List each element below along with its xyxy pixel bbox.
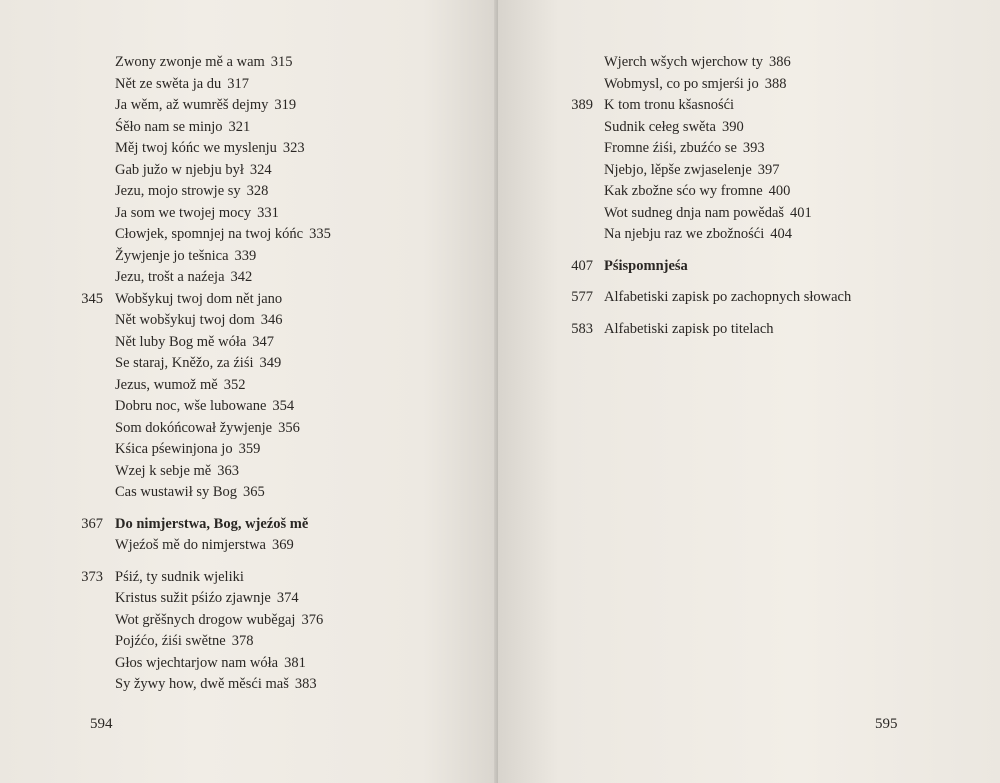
left-toc-list [0,52,480,696]
toc-entry-title-text: Wjerch wšych wjerchow ty [604,54,764,70]
toc-entry-title-text: Cas wustawił sy Bog [115,484,238,500]
toc-entry-page: 369 [272,537,294,553]
toc-entry [498,287,998,309]
toc-entry-title-text: Sy žywy how, dwě měsći maš [115,676,289,692]
toc-entry-title-text: Njebjo, lěpše zwjaselenje [604,161,752,178]
toc-entry [0,418,480,440]
right-page-number: 595 [875,716,898,732]
toc-entry-title-text: Fromne źiśi, zbuźćo se [604,140,737,156]
toc-entry [0,267,480,289]
toc-entry-title [115,117,250,139]
toc-gap [498,246,998,256]
toc-entry-title [604,203,812,225]
toc-entry-page: 397 [757,161,780,178]
toc-entry [0,310,480,332]
toc-entry-page: 323 [282,140,305,156]
toc-entry-number: 367 [81,515,103,532]
toc-entry [0,224,480,246]
toc-entry-title [115,310,283,332]
toc-entry-title-text: Som dokóńcował žywjenje [115,419,273,436]
toc-entry [498,160,998,182]
toc-entry-title [604,181,790,203]
toc-entry [0,246,480,268]
toc-entry-title-text: Gab južo w njebju był [115,161,244,178]
toc-entry-title [115,674,317,696]
toc-entry [498,117,998,139]
toc-entry-title-text: Kśica pśewinjona jo [115,441,233,457]
toc-entry-number: 407 [571,257,593,274]
toc-entry-title [115,482,265,504]
toc-entry-title [115,74,249,96]
toc-entry-page: 317 [227,75,250,92]
toc-entry-title-text: Cłowjek, spomnjej na twoj kóńc [115,226,304,242]
toc-entry-page: 401 [790,204,812,221]
toc-entry-page: 342 [230,269,253,285]
toc-entry-title-text: Wobmysl, co po smjerśi jo [604,75,759,92]
toc-section-entry [0,514,480,536]
toc-entry [0,203,480,225]
toc-entry [0,332,480,354]
toc-entry-title-text: Wot grěšnych drogow wuběgaj [115,611,296,628]
toc-entry-page: 359 [238,441,261,457]
toc-entry-title-text: Kristus sužit pśiźo zjawnje [115,590,271,606]
toc-entry-title [115,610,323,632]
toc-entry-title-text: Wot sudneg dnja nam powědaš [604,204,785,221]
toc-entry-title [115,181,268,203]
toc-entry-title [115,461,239,483]
toc-entry [498,95,998,117]
toc-entry-title-text: Alfabetiski zapisk po zachopnych słowach [604,289,852,305]
toc-entry-title-text: Sudnik cełeg swěta [604,118,716,135]
toc-entry [0,74,480,96]
toc-entry-page: 349 [259,355,282,371]
toc-entry-title [604,160,780,182]
toc-entry-title-text: Jezu, trošt a naźeja [115,269,225,285]
toc-entry-page: 381 [284,654,306,671]
toc-entry [0,375,480,397]
toc-entry [498,52,998,74]
toc-entry-title-text: Ja som we twojej mocy [115,204,252,221]
toc-entry-title [115,631,254,653]
toc-entry-page: 346 [260,312,283,328]
toc-entry-title-text: Kak zbožne sćo wy fromne [604,183,763,199]
toc-entry [0,535,480,557]
toc-entry [0,95,480,117]
toc-entry-page: 331 [257,204,279,221]
toc-entry-title-text: Dobru noc, wše lubowane [115,398,267,414]
toc-entry-title-text: Głos wjechtarjow nam wóła [115,654,279,671]
toc-entry-title-text: Do nimjerstwa, Bog, wjeźoš mě [115,515,309,532]
toc-entry-title [115,332,274,354]
toc-entry-title [115,95,296,117]
toc-entry-title [115,653,306,675]
toc-entry-title [115,203,279,225]
toc-entry-title [115,267,252,289]
toc-entry-title [115,439,260,461]
toc-entry-title [604,224,792,246]
toc-entry-title-text: Śěło nam se minjo [115,118,223,135]
toc-entry [498,319,998,341]
toc-entry-title-text: Se staraj, Kněžo, za źiśi [115,355,254,371]
toc-entry-page: 388 [764,75,787,92]
toc-entry-title-text: Pśispomnjeśa [604,257,688,274]
toc-entry-title-text: Nět wobšykuj twoj dom [115,312,255,328]
toc-entry-title-text: Měj twoj kóńc we myslenju [115,140,277,156]
toc-entry-title-text: Na njebju raz we zbožnośći [604,226,765,242]
toc-entry-title [604,74,786,96]
toc-entry-title-text: Jezus, wumož mě [115,376,218,393]
toc-entry [0,674,480,696]
toc-entry-page: 386 [769,54,791,70]
toc-entry-title-text: Jezu, mojo strowje sy [115,183,241,199]
toc-entry [0,160,480,182]
toc-entry-title-text: Wobšykuj twoj dom nět jano [115,290,283,307]
toc-entry-title-text: Alfabetiski zapisk po titelach [604,320,774,337]
toc-entry [0,52,480,74]
toc-entry-title [115,514,314,536]
left-page-number: 594 [90,716,113,732]
toc-entry [0,138,480,160]
toc-entry-title [604,138,765,160]
toc-entry [0,567,480,589]
toc-entry [0,181,480,203]
toc-entry-page: 321 [228,118,251,135]
toc-entry-page: 378 [231,633,254,649]
toc-entry-page: 339 [234,247,257,264]
toc-entry-page: 356 [278,419,300,436]
toc-entry-page: 383 [294,676,317,692]
toc-entry-title [604,52,791,74]
toc-entry [0,289,480,311]
toc-entry [0,439,480,461]
toc-entry-title [604,95,740,117]
toc-entry-title [115,289,288,311]
toc-entry [0,117,480,139]
toc-entry-number: 373 [81,568,103,585]
toc-entry-title-text: Nět luby Bog mě wóła [115,333,247,350]
toc-entry-page: 363 [217,462,239,479]
toc-entry-title [115,396,294,418]
toc-entry [0,396,480,418]
toc-entry [498,138,998,160]
toc-entry-page: 365 [243,484,265,500]
toc-entry-title-text: Wjeźoš mě do nimjerstwa [115,537,266,553]
toc-entry-title-text: K tom tronu kšasnośći [604,97,735,113]
toc-entry-title [604,319,780,341]
toc-entry-page: 347 [252,333,275,350]
toc-entry-number: 345 [81,290,103,307]
toc-entry-title [115,224,331,246]
toc-entry-title [115,52,293,74]
toc-entry-title [115,246,256,268]
right-page [498,0,1000,783]
toc-entry-page: 352 [223,376,246,393]
toc-entry-title-text: Zwony zwonje mě a wam [115,54,265,70]
toc-entry [498,203,998,225]
toc-entry-title [115,588,299,610]
toc-entry-page: 324 [249,161,272,178]
toc-entry-page: 376 [301,611,324,628]
toc-entry-title [604,287,857,309]
toc-entry-title [604,256,694,278]
toc-entry [0,653,480,675]
toc-entry-title-text: Pśiź, ty sudnik wjeliki [115,568,244,585]
toc-entry-title-text: Žywjenje jo tešnica [115,247,229,264]
toc-entry-title [115,418,300,440]
toc-gap [498,277,998,287]
toc-entry [0,353,480,375]
toc-entry [498,224,998,246]
toc-entry [0,631,480,653]
toc-entry-title [604,117,744,139]
toc-entry-title [115,567,250,589]
left-page [0,0,498,783]
toc-section-entry [498,256,998,278]
toc-entry-page: 390 [721,118,744,135]
toc-entry-title [115,138,305,160]
toc-entry [0,482,480,504]
toc-entry [0,461,480,483]
toc-entry [498,74,998,96]
toc-entry [498,181,998,203]
toc-entry [0,610,480,632]
toc-gap [0,557,480,567]
toc-entry-page: 319 [274,97,297,113]
toc-entry-page: 400 [768,183,791,199]
toc-entry-number: 389 [571,97,593,113]
toc-entry-title-text: Wzej k sebje mě [115,462,212,479]
toc-entry-title-text: Nět ze swěta ja du [115,75,222,92]
toc-gap [0,504,480,514]
toc-entry-page: 335 [309,226,331,242]
toc-entry-page: 315 [270,54,293,70]
toc-entry-title [115,535,294,557]
toc-entry-page: 328 [246,183,269,199]
toc-entry-number: 577 [571,289,593,305]
toc-entry-page: 393 [742,140,765,156]
toc-entry-title-text: Pojźćo, źiśi swětne [115,633,226,649]
right-toc-list [498,52,998,340]
toc-entry-number: 583 [571,320,593,337]
toc-entry-page: 354 [272,398,295,414]
toc-entry-title-text: Ja wěm, až wumrěš dejmy [115,97,269,113]
toc-entry-title [115,160,272,182]
toc-gap [498,309,998,319]
toc-entry-title [115,353,281,375]
toc-entry-page: 404 [770,226,792,242]
toc-entry-title [115,375,245,397]
toc-entry [0,588,480,610]
toc-entry-page: 374 [276,590,299,606]
